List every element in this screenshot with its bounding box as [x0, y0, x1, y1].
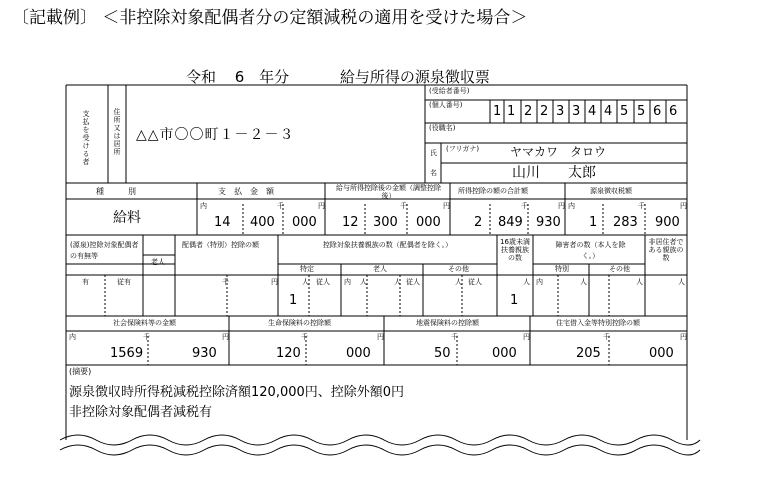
header-payment: 支 払 金 額 — [218, 187, 274, 196]
unit-inner: 内 — [200, 202, 207, 210]
kind-value: 給料 — [113, 210, 141, 226]
individual-number-digit: 6 — [669, 104, 678, 119]
address-value: △△市〇〇町１－２－３ — [136, 127, 295, 143]
yes-label: 有 — [82, 278, 89, 286]
after-deduction-1: 12 — [342, 215, 359, 230]
spouse-special-label: 配偶者（特別）控除の額 — [182, 241, 259, 249]
unit-thousand-4: 千 — [638, 202, 645, 210]
elderly-person: 人 — [360, 278, 367, 286]
payee-label: 支払を受ける者 — [82, 110, 90, 166]
social-inner: 内 — [69, 333, 76, 341]
remarks-line-1: 源泉徴収時所得税減税控除済額120,000円、控除外額0円 — [69, 385, 405, 400]
specific-label: 特定 — [300, 265, 314, 273]
elderly-inner: 内 — [344, 278, 351, 286]
individual-number-digit: 5 — [620, 104, 629, 119]
special-inner: 内 — [536, 278, 543, 286]
year-era: 令和 — [186, 68, 217, 86]
remarks-line-2: 非控除対象配偶者減税有 — [69, 405, 213, 420]
special-label: 特別 — [555, 265, 569, 273]
social-yen: 円 — [222, 333, 229, 341]
other-sub: 従人 — [468, 278, 482, 286]
social-1: 1569 — [110, 346, 144, 361]
payment-2: 400 — [250, 215, 275, 230]
individual-number-digit: 2 — [540, 104, 549, 119]
life-yen: 円 — [377, 333, 384, 341]
name-label-1: 氏 — [430, 149, 437, 157]
elderly-sub: 従人 — [406, 278, 420, 286]
furigana-label: (フリガナ) — [446, 145, 480, 153]
quake-thousand: 千 — [451, 333, 458, 341]
withholding-3: 900 — [655, 215, 680, 230]
quake-yen: 円 — [523, 333, 530, 341]
header-withholding: 源泉徴収税額 — [590, 187, 632, 195]
withholding-2: 283 — [613, 215, 638, 230]
quake-label: 地震保険料の控除額 — [416, 319, 479, 327]
withholding-1: 1 — [589, 215, 598, 230]
individual-number-digit: 4 — [588, 104, 597, 119]
recipient-no-label: (受給者番号) — [429, 87, 470, 95]
social-label: 社会保険料等の金額 — [113, 319, 176, 327]
housing-yen: 円 — [680, 333, 687, 341]
subordinate-label: 従有 — [117, 278, 131, 286]
header-deduction-total: 所得控除の額の合計額 — [458, 187, 528, 195]
individual-no-label: (個人番号) — [429, 101, 463, 109]
unit-yen: 円 — [318, 202, 325, 210]
quake-2: 000 — [492, 346, 517, 361]
form-title: 給与所得の源泉徴収票 — [339, 68, 490, 86]
disabled-label: 障害者の数（本人を除く。） — [555, 241, 626, 261]
individual-number-digit: 3 — [572, 104, 581, 119]
unit-yen-4: 円 — [680, 202, 687, 210]
header-after-deduction: 給与所得控除後の金額（調整控除後） — [336, 184, 441, 200]
payment-1: 14 — [214, 215, 231, 230]
individual-number-digit: 3 — [556, 104, 565, 119]
individual-number-digit: 1 — [507, 104, 516, 119]
remarks-label: (摘要) — [69, 367, 92, 376]
other-label: その他 — [448, 265, 469, 273]
deduction-total-1: 2 — [474, 215, 483, 230]
elderly-label: 老人 — [151, 258, 165, 266]
under16-label: 16歳未満扶養親族の数 — [500, 238, 530, 263]
name-value: 山川 太郎 — [512, 165, 596, 181]
spouse-thousand: 千 — [222, 278, 229, 286]
year-number: 6 — [234, 68, 245, 86]
after-deduction-3: 000 — [416, 215, 441, 230]
spouse-label: (源泉)控除対象配偶者の有無等 — [70, 241, 139, 261]
life-thousand: 千 — [301, 333, 308, 341]
unit-thousand-3: 千 — [521, 202, 528, 210]
spouse-yen: 円 — [271, 278, 278, 286]
torn-edge — [60, 435, 700, 445]
individual-number-digit: 1 — [493, 104, 502, 119]
housing-thousand: 千 — [603, 333, 610, 341]
other-person: 人 — [455, 278, 462, 286]
position-label: (役職名) — [429, 124, 456, 132]
individual-number-digit: 6 — [653, 104, 662, 119]
name-label-2: 名 — [430, 169, 437, 177]
page-heading: 〔記載例〕 ＜非控除対象配偶者分の定額減税の適用を受けた場合＞ — [12, 8, 528, 28]
life-label: 生命保険料の控除額 — [268, 319, 331, 327]
unit-thousand-2: 千 — [400, 202, 407, 210]
special-person: 人 — [580, 278, 587, 286]
housing-label: 住宅借入金等特別控除の額 — [556, 319, 640, 327]
other2-label: その他 — [609, 265, 630, 273]
housing-2: 000 — [649, 346, 674, 361]
nonresident-person: 人 — [678, 278, 685, 286]
dependents-label: 控除対象扶養親族の数（配偶者を除く。） — [322, 241, 453, 249]
year-suffix: 年分 — [259, 68, 290, 86]
quake-1: 50 — [434, 346, 451, 361]
individual-number-digit: 4 — [604, 104, 613, 119]
payment-3: 000 — [292, 215, 317, 230]
deduction-total-3: 930 — [536, 215, 561, 230]
unit-yen-2: 円 — [443, 202, 450, 210]
life-2: 000 — [346, 346, 371, 361]
social-thousand: 千 — [143, 333, 150, 341]
nonresident-label: 非居住者である親族の数 — [648, 238, 684, 263]
other2-person: 人 — [636, 278, 643, 286]
furigana-value: ヤマカワ タロウ — [510, 145, 607, 159]
unit-yen-3: 円 — [558, 202, 565, 210]
specific-person: 人 — [302, 278, 309, 286]
after-deduction-2: 300 — [373, 215, 398, 230]
header-kind: 種 別 — [96, 187, 136, 196]
life-1: 120 — [276, 346, 301, 361]
housing-1: 205 — [576, 346, 601, 361]
individual-number-digit: 2 — [524, 104, 533, 119]
social-2: 930 — [192, 346, 217, 361]
elderly2-label: 老人 — [373, 265, 387, 273]
under16-count: 1 — [510, 293, 519, 308]
deduction-total-2: 849 — [498, 215, 523, 230]
unit-inner-4: 内 — [568, 202, 575, 210]
specific-count: 1 — [289, 293, 298, 308]
elderly-person2: 人 — [394, 278, 401, 286]
address-label: 住所又は居所 — [113, 108, 121, 156]
individual-number-digit: 5 — [637, 104, 646, 119]
specific-sub: 従人 — [316, 278, 330, 286]
under16-person: 人 — [523, 278, 530, 286]
unit-thousand: 千 — [277, 202, 284, 210]
